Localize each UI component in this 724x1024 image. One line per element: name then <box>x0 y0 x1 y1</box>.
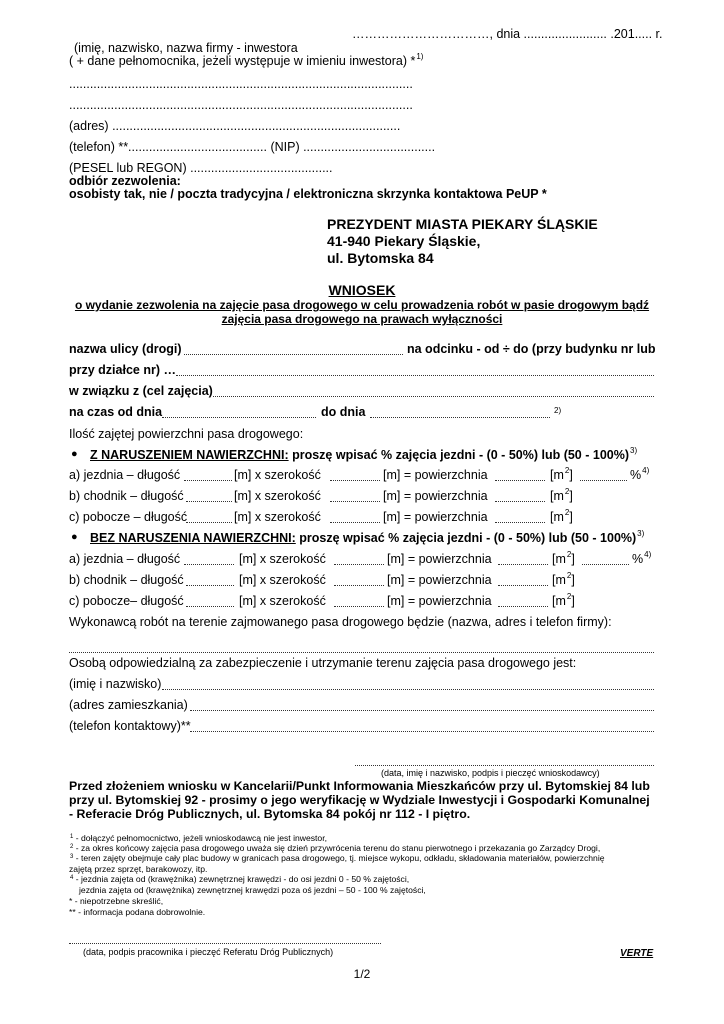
with-damage-shoulder-width[interactable] <box>330 522 380 523</box>
without-damage-shoulder-area[interactable] <box>498 606 548 607</box>
notice-line-1: Przed złożeniem wniosku w Kancelarii/Punkt Informowania Mieszkańców przy ul. Bytomskiej 84 lub <box>69 779 650 793</box>
applicant-blank-line-1[interactable]: ................................................................................................... <box>69 77 413 91</box>
without-damage-road-length[interactable] <box>184 564 234 565</box>
without-damage-sidewalk-width[interactable] <box>334 585 384 586</box>
with-damage-sidewalk-width-label: [m] x szerokość <box>234 489 321 503</box>
with-damage-road-area[interactable] <box>495 480 545 481</box>
period-from-label: na czas od dnia <box>69 405 163 419</box>
footnote-5: * - niepotrzebne skreślić, <box>69 896 164 906</box>
with-damage-road-percent-sign: %$^{4)}$ <box>630 466 650 482</box>
footnote-4-continued: jezdnia zajęta od (krawężnika) zewnętrznej krawędzi poza oś jezdni – 50 - 100 % zajętości, <box>79 885 426 895</box>
with-damage-road-length[interactable] <box>184 480 232 481</box>
staff-signature-line[interactable] <box>69 943 381 944</box>
date-line[interactable]: ……………………………, dnia ........................ .201..... r. <box>352 27 663 41</box>
with-damage-shoulder-length[interactable] <box>186 522 232 523</box>
pesel-field[interactable]: (PESEL lub REGON) ......................................... <box>69 161 333 175</box>
footnote-6: ** - informacja podana dobrowolnie. <box>69 907 206 917</box>
phone-nip-field[interactable]: (telefon) **........................................ (NIP) ...................................... <box>69 140 436 154</box>
staff-caption: (data, podpis pracownika i pieczęć Referatu Dróg Publicznych) <box>83 947 334 957</box>
bullet-icon: ● <box>71 448 78 460</box>
without-damage-sidewalk-unit: $[m^2]$ <box>552 571 575 587</box>
page-number: 1/2 <box>353 967 371 981</box>
with-damage-road-unit: $[m^2]$ <box>550 466 573 482</box>
document-subtitle-1: o wydanie zezwolenia na zajęcie pasa drogowego w celu prowadzenia robót w pasie drogowym bądź <box>74 298 650 312</box>
with-damage-shoulder-area-label: [m] = powierzchnia <box>383 510 488 524</box>
without-damage-sidewalk-label: b) chodnik – długość <box>69 573 184 587</box>
notice-line-2: przy ul. Bytomskiej 92 - prosimy o jego weryfikację w Wydziale Inwestycji i Gospodarki Komunalnej <box>69 793 650 807</box>
period-from-input[interactable] <box>162 417 316 418</box>
responsible-name-input[interactable] <box>162 689 654 690</box>
without-damage-shoulder-unit: $[m^2]$ <box>552 592 575 608</box>
without-damage-road-width-label: [m] x szerokość <box>239 552 326 566</box>
with-damage-shoulder-unit: $[m^2]$ <box>550 508 573 524</box>
verte-label: VERTE <box>620 948 654 959</box>
without-damage-shoulder-width-label: [m] x szerokość <box>239 594 326 608</box>
footnote-1: $^1$ - dołączyć pełnomocnictwo, jeżeli wnioskodawcą nie jest inwestor, <box>70 833 327 843</box>
footnote-4: $^4$ - jezdnia zajęta od (krawężnika) zewnętrznej krawędzi - do osi jezdni 0 - 50 % zajętości, <box>70 874 410 884</box>
applicant-name-label: (imię, nazwisko, nazwa firmy - inwestora <box>74 41 298 55</box>
street-input[interactable] <box>184 354 403 355</box>
with-damage-sidewalk-length[interactable] <box>186 501 232 502</box>
without-damage-sidewalk-width-label: [m] x szerokość <box>239 573 326 587</box>
with-damage-sidewalk-area[interactable] <box>495 501 545 502</box>
contractor-input[interactable] <box>69 652 654 653</box>
without-damage-road-unit: $[m^2]$ <box>552 550 575 566</box>
responsible-name-label: (imię i nazwisko) <box>69 677 162 691</box>
period-to-label: do dnia <box>321 405 366 419</box>
with-damage-header: Z NARUSZENIEM NAWIERZCHNI: proszę wpisać % zajęcia jezdni - (0 - 50%) lub (50 - 100%)$^{3)}$ <box>90 446 638 462</box>
without-damage-shoulder-area-label: [m] = powierzchnia <box>387 594 492 608</box>
with-damage-shoulder-width-label: [m] x szerokość <box>234 510 321 524</box>
purpose-input[interactable] <box>213 396 654 397</box>
plot-input[interactable] <box>176 375 654 376</box>
responsible-label: Osobą odpowiedzialną za zabezpieczenie i utrzymanie terenu zajęcia pasa drogowego jest: <box>69 656 577 670</box>
without-damage-road-label: a) jezdnia – długość <box>69 552 181 566</box>
contractor-label: Wykonawcą robót na terenie zajmowanego pasa drogowego będzie (nazwa, adres i telefon firmy): <box>69 615 612 629</box>
without-damage-shoulder-width[interactable] <box>334 606 384 607</box>
applicant-blank-line-2[interactable]: ................................................................................................... <box>69 98 413 112</box>
without-damage-road-percent-sign: %$^{4)}$ <box>632 550 652 566</box>
addressee-line-2: 41-940 Piekary Śląskie, <box>327 233 481 249</box>
signature-caption: (data, imię i nazwisko, podpis i pieczęć wnioskodawcy) <box>381 768 600 778</box>
addressee-line-1: PREZYDENT MIASTA PIEKARY ŚLĄSKIE <box>327 216 598 232</box>
without-damage-road-area-label: [m] = powierzchnia <box>387 552 492 566</box>
with-damage-road-label: a) jezdnia – długość <box>69 468 181 482</box>
with-damage-road-width[interactable] <box>330 480 380 481</box>
with-damage-sidewalk-label: b) chodnik – długość <box>69 489 184 503</box>
without-damage-sidewalk-area-label: [m] = powierzchnia <box>387 573 492 587</box>
with-damage-shoulder-label: c) pobocze – długość <box>69 510 188 524</box>
with-damage-sidewalk-area-label: [m] = powierzchnia <box>383 489 488 503</box>
period-to-input[interactable] <box>370 417 550 418</box>
responsible-phone-input[interactable] <box>190 731 654 732</box>
without-damage-road-percent[interactable] <box>582 564 629 565</box>
document-subtitle-2: zajęcia pasa drogowego na prawach wyłączności <box>221 312 503 326</box>
purpose-label: w związku z (cel zajęcia) <box>69 384 213 398</box>
with-damage-road-area-label: [m] = powierzchnia <box>383 468 488 482</box>
without-damage-sidewalk-area[interactable] <box>498 585 548 586</box>
without-damage-sidewalk-length[interactable] <box>186 585 234 586</box>
addressee-line-3: ul. Bytomska 84 <box>327 250 434 266</box>
footnote-3: $^3$ - teren zajęty obejmuje cały plac budowy w granicach pasa drogowego, tj. miejsce wykopu, odkładu, składowania materiałów, powierzchnię <box>70 853 605 863</box>
with-damage-road-percent[interactable] <box>580 480 627 481</box>
without-damage-road-area[interactable] <box>498 564 548 565</box>
with-damage-sidewalk-unit: $[m^2]$ <box>550 487 573 503</box>
responsible-phone-label: (telefon kontaktowy)** <box>69 719 191 733</box>
without-damage-header: BEZ NARUSZENIA NAWIERZCHNI: proszę wpisać % zajęcia jezdni - (0 - 50%) lub (50 - 100%)$^{3)}$ <box>90 529 645 545</box>
footnote-2: $^2$ - za okres końcowy zajęcia pasa drogowego uważa się dzień przywrócenia terenu do stanu pierwotnego i przekazania go Zarządcy Drogi, <box>70 843 601 853</box>
without-damage-shoulder-label: c) pobocze– długość <box>69 594 184 608</box>
responsible-address-input[interactable] <box>190 710 654 711</box>
document-title: WNIOSEK <box>328 282 396 298</box>
footnote-3-continued: zajętą przez sprzęt, barakowozy, itp. <box>69 864 208 874</box>
plot-label: przy działce nr) … <box>69 363 176 377</box>
with-damage-shoulder-area[interactable] <box>495 522 545 523</box>
applicant-attorney-label: ( + dane pełnomocnika, jeżeli występuje w imieniu inwestora) *$^{1)}$ <box>69 52 424 68</box>
with-damage-sidewalk-width[interactable] <box>330 501 380 502</box>
area-label: Ilość zajętej powierzchni pasa drogowego: <box>69 427 304 441</box>
street-label: nazwa ulicy (drogi) <box>69 342 182 356</box>
address-field[interactable]: (adres) ................................................................................... <box>69 119 401 133</box>
footnote-ref-2: 2) <box>554 406 562 415</box>
with-damage-road-width-label: [m] x szerokość <box>234 468 321 482</box>
responsible-address-label: (adres zamieszkania) <box>69 698 188 712</box>
receipt-options[interactable]: osobisty tak, nie / poczta tradycyjna / elektroniczna skrzynka kontaktowa PeUP * <box>69 187 547 201</box>
bullet-icon: ● <box>71 531 78 543</box>
section-label: na odcinku - od ÷ do (przy budynku nr lub <box>407 342 656 356</box>
without-damage-shoulder-length[interactable] <box>186 606 234 607</box>
notice-line-3: - Referacie Dróg Publicznych, ul. Bytomska 84 pokój nr 112 - I piętro. <box>69 807 471 821</box>
without-damage-road-width[interactable] <box>334 564 384 565</box>
signature-line[interactable] <box>355 765 654 766</box>
receipt-label: odbiór zezwolenia: <box>69 174 181 188</box>
